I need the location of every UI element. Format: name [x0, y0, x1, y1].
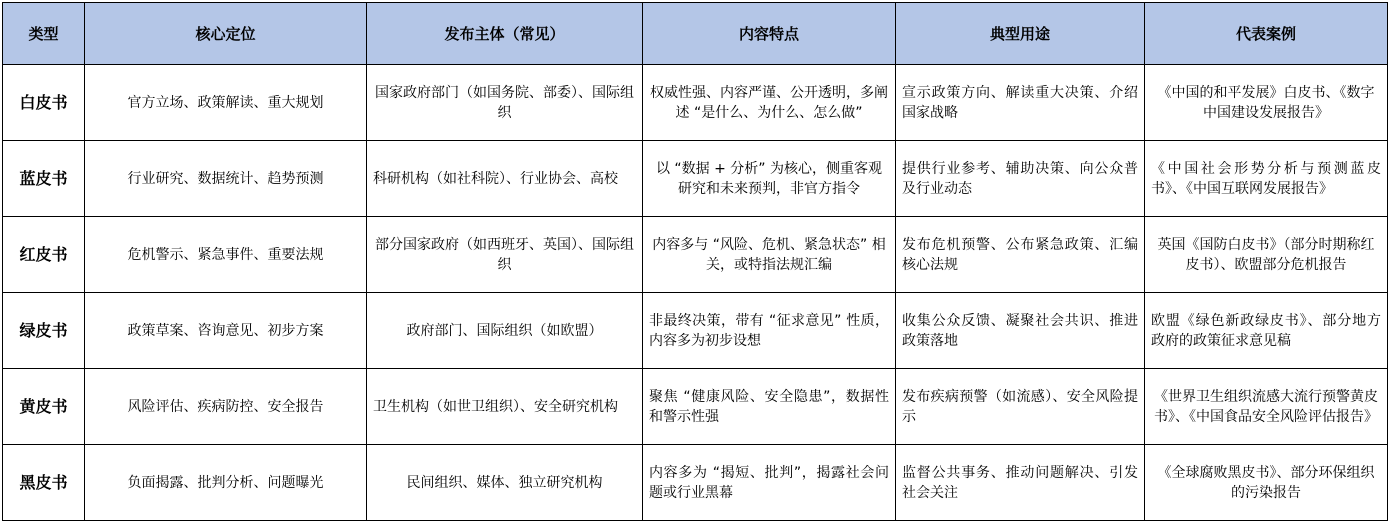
cell-core-position: 负面揭露、批判分析、问题曝光: [85, 445, 367, 521]
header-type: 类型: [3, 3, 85, 65]
cell-core-position: 政策草案、咨询意见、初步方案: [85, 293, 367, 369]
header-publisher: 发布主体（常见）: [367, 3, 643, 65]
cell-type: 蓝皮书: [3, 141, 85, 217]
cell-publisher: 卫生机构（如世卫组织）、安全研究机构: [367, 369, 643, 445]
cell-content-features: 聚焦 “健康风险、安全隐患”，数据性和警示性强: [643, 369, 896, 445]
cell-typical-use: 发布疾病预警（如流感）、安全风险提示: [896, 369, 1145, 445]
cell-core-position: 行业研究、数据统计、趋势预测: [85, 141, 367, 217]
cell-typical-use: 发布危机预警、公布紧急政策、汇编核心法规: [896, 217, 1145, 293]
cell-core-position: 官方立场、政策解读、重大规划: [85, 65, 367, 141]
cell-publisher: 政府部门、国际组织（如欧盟）: [367, 293, 643, 369]
cell-publisher: 部分国家政府（如西班牙、英国）、国际组织: [367, 217, 643, 293]
cell-examples: 《中国社会形势分析与预测蓝皮书》、《中国互联网发展报告》: [1145, 141, 1388, 217]
table-row: [3, 369, 1388, 445]
table-row: [3, 445, 1388, 521]
cell-content-features: 以 “数据 + 分析” 为核心，侧重客观研究和未来预判，非官方指令: [643, 141, 896, 217]
cell-examples: 《世界卫生组织流感大流行预警黄皮书》、《中国食品安全风险评估报告》: [1145, 369, 1388, 445]
cell-examples: 《全球腐败黑皮书》、部分环保组织的污染报告: [1145, 445, 1388, 521]
cell-typical-use: 监督公共事务、推动问题解决、引发社会关注: [896, 445, 1145, 521]
cell-type: 白皮书: [3, 65, 85, 141]
cell-examples: 欧盟《绿色新政绿皮书》、部分地方政府的政策征求意见稿: [1145, 293, 1388, 369]
cell-typical-use: 提供行业参考、辅助决策、向公众普及行业动态: [896, 141, 1145, 217]
cell-typical-use: 收集公众反馈、凝聚社会共识、推进政策落地: [896, 293, 1145, 369]
table-row: [3, 217, 1388, 293]
cell-examples: 英国《国防白皮书》（部分时期称红皮书）、欧盟部分危机报告: [1145, 217, 1388, 293]
cell-publisher: 国家政府部门（如国务院、部委）、国际组织: [367, 65, 643, 141]
cell-content-features: 非最终决策，带有 “征求意见” 性质，内容多为初步设想: [643, 293, 896, 369]
cell-publisher: 科研机构（如社科院）、行业协会、高校: [367, 141, 643, 217]
cell-content-features: 权威性强、内容严谨、公开透明，多阐述 “是什么、为什么、怎么做”: [643, 65, 896, 141]
cell-core-position: 风险评估、疾病防控、安全报告: [85, 369, 367, 445]
header-typical-use: 典型用途: [896, 3, 1145, 65]
header-core-position: 核心定位: [85, 3, 367, 65]
header-examples: 代表案例: [1145, 3, 1388, 65]
header-row: [3, 3, 1388, 65]
table-row: [3, 65, 1388, 141]
cell-type: 黄皮书: [3, 369, 85, 445]
comparison-table: [2, 2, 1388, 521]
cell-publisher: 民间组织、媒体、独立研究机构: [367, 445, 643, 521]
cell-content-features: 内容多与 “风险、危机、紧急状态” 相关，或特指法规汇编: [643, 217, 896, 293]
cell-content-features: 内容多为 “揭短、批判”，揭露社会问题或行业黑幕: [643, 445, 896, 521]
cell-type: 黑皮书: [3, 445, 85, 521]
table-row: [3, 293, 1388, 369]
cell-typical-use: 宣示政策方向、解读重大决策、介绍国家战略: [896, 65, 1145, 141]
cell-type: 绿皮书: [3, 293, 85, 369]
header-content-features: 内容特点: [643, 3, 896, 65]
cell-core-position: 危机警示、紧急事件、重要法规: [85, 217, 367, 293]
cell-examples: 《中国的和平发展》白皮书、《数字中国建设发展报告》: [1145, 65, 1388, 141]
table-row: [3, 141, 1388, 217]
cell-type: 红皮书: [3, 217, 85, 293]
